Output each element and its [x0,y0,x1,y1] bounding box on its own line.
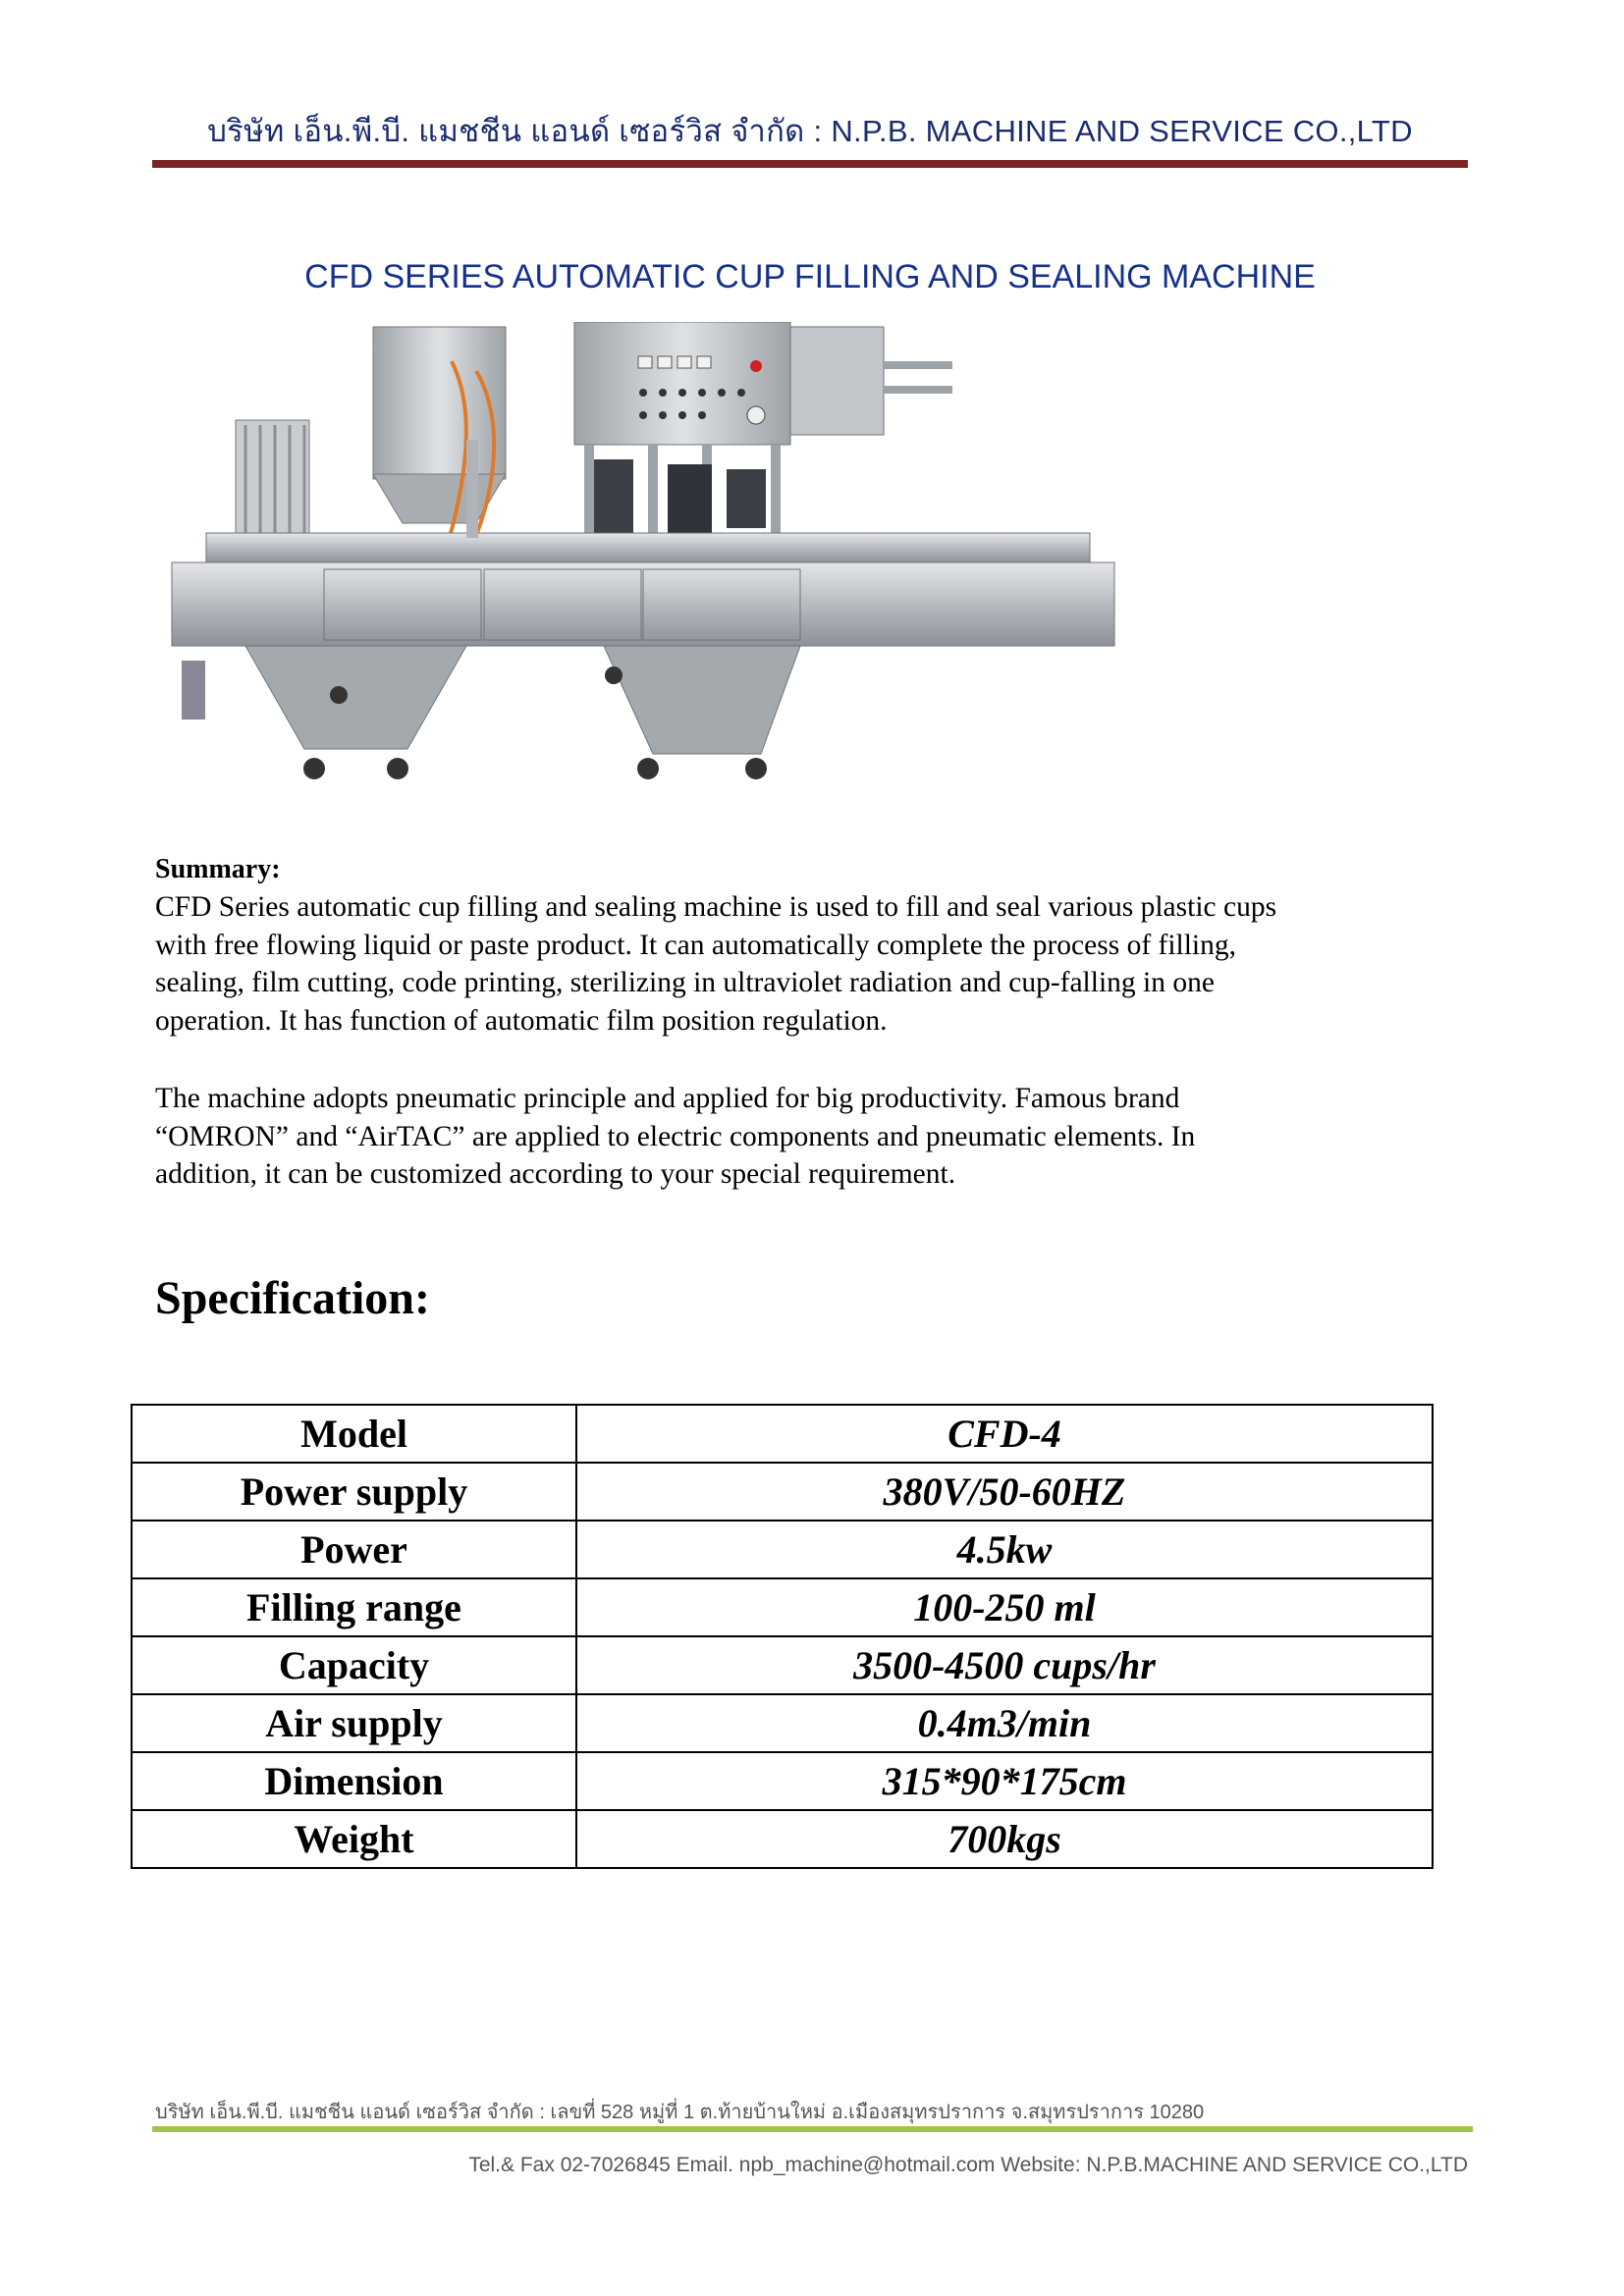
spec-key: Dimension [132,1752,576,1810]
spec-key: Filling range [132,1578,576,1636]
page-title: CFD SERIES AUTOMATIC CUP FILLING AND SEALING MACHINE [304,258,1316,295]
spec-value: CFD-4 [576,1405,1433,1463]
specification-table [131,1404,1434,1869]
summary-line: The machine adopts pneumatic principle and applied for big productivity. Famous brand [155,1083,1180,1114]
footer-address: บริษัท เอ็น.พี.บี. แมชชีน แอนด์ เซอร์วิส จำกัด : เลขที่ 528 หมู่ที่ 1 ต.ท้ายบ้านใหม่ อ.เมืองสมุทรปราการ จ.สมุทรปราการ 10280 [155,2102,1205,2123]
spec-value: 380V/50-60HZ [576,1463,1433,1521]
spec-key: Capacity [132,1636,576,1694]
summary-line: operation. It has function of automatic film position regulation. [155,1004,888,1037]
summary-heading: Summary: [155,854,281,884]
summary-line: “OMRON” and “AirTAC” are applied to electric components and pneumatic elements. In [155,1120,1196,1152]
spec-value: 700kgs [576,1810,1433,1868]
spec-key: Power supply [132,1463,576,1521]
summary-paragraph-2 [155,1080,1471,1194]
spec-value: 4.5kw [576,1521,1433,1578]
table-row [132,1810,1433,1868]
summary-line: sealing, film cutting, code printing, sterilizing in ultraviolet radiation and cup-falling in one [155,967,1215,998]
table-row [132,1752,1433,1810]
machine-photo [152,322,1149,857]
footer-contact: Tel.& Fax 02-7026845 Email. npb_machine@hotmail.com Website: N.P.B.MACHINE AND SERVICE CO.,LTD [468,2154,1468,2176]
table-row [132,1405,1433,1463]
footer-divider [152,2126,1473,2132]
table-row [132,1636,1433,1694]
table-row [132,1521,1433,1578]
specification-heading: Specification: [155,1272,430,1324]
summary-line: with free flowing liquid or paste product. It can automatically complete the process of filling, [155,929,1237,961]
spec-value: 315*90*175cm [576,1752,1433,1810]
table-row [132,1463,1433,1521]
summary-line: CFD Series automatic cup filling and sealing machine is used to fill and seal various plastic cups [155,891,1277,923]
spec-key: Air supply [132,1694,576,1752]
spec-key: Power [132,1521,576,1578]
spec-key: Model [132,1405,576,1463]
table-row [132,1694,1433,1752]
spec-value: 0.4m3/min [576,1694,1433,1752]
table-row [132,1578,1433,1636]
header-divider [152,160,1468,168]
summary-paragraph-1 [155,888,1471,1040]
company-header: บริษัท เอ็น.พี.บี. แมชชีน แอนด์ เซอร์วิส จำกัด : N.P.B. MACHINE AND SERVICE CO.,LTD [207,114,1413,148]
spec-key: Weight [132,1810,576,1868]
summary-line: addition, it can be customized according to your special requirement. [155,1158,956,1190]
spec-value: 3500-4500 cups/hr [576,1636,1433,1694]
spec-value: 100-250 ml [576,1578,1433,1636]
